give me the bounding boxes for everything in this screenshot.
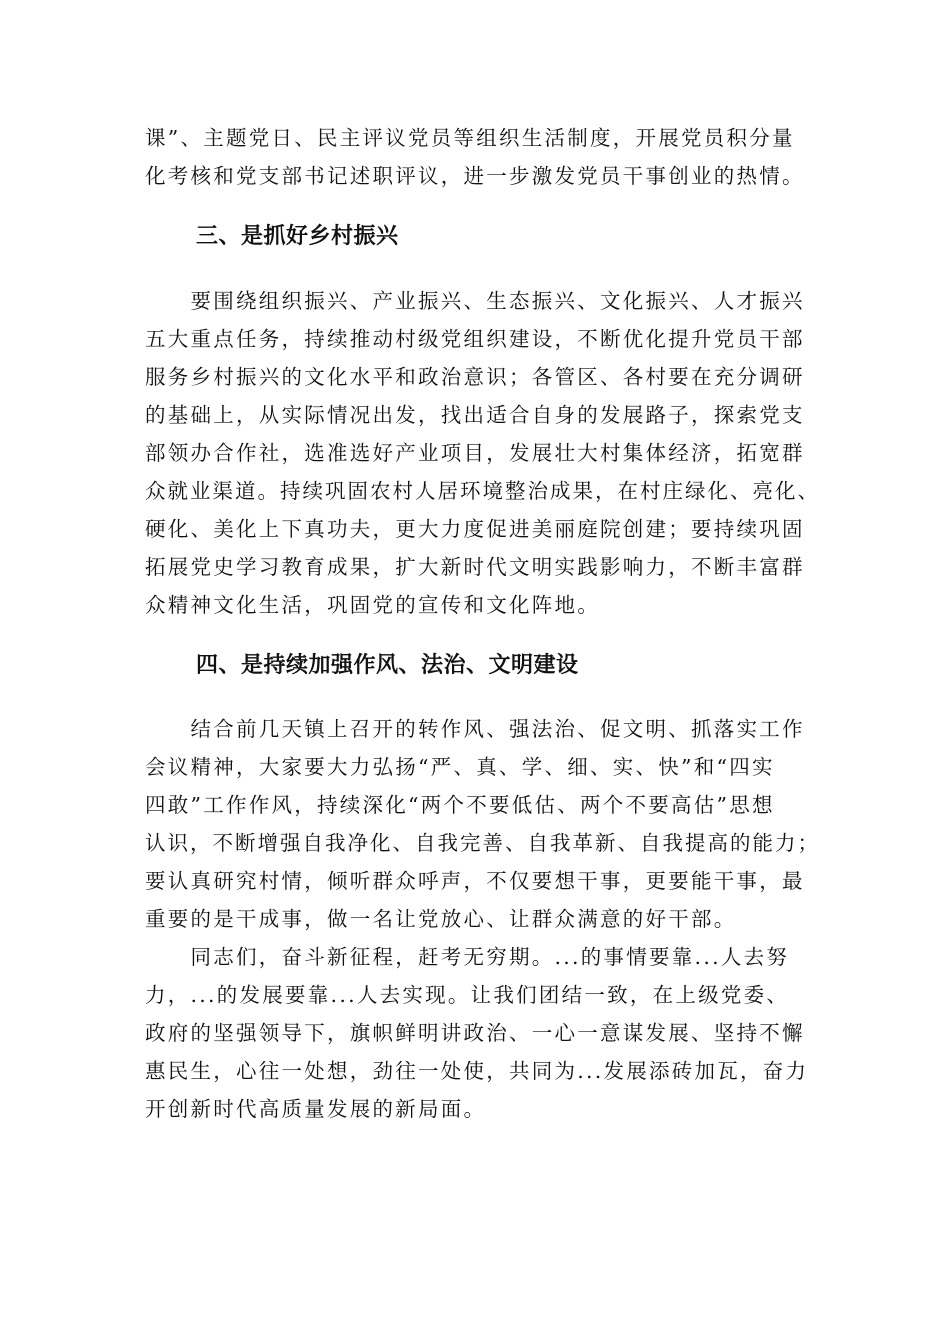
text-line: 要围绕组织振兴、产业振兴、生态振兴、文化振兴、人才振兴 <box>145 289 805 313</box>
text-line: 五大重点任务，持续推动村级党组织建设，不断优化提升党员干部 <box>145 327 805 351</box>
text-line: 课”、主题党日、民主评议党员等组织生活制度，开展党员积分量 <box>145 126 795 150</box>
text-line: 硬化、美化上下真功夫，更大力度促进美丽庭院创建；要持续巩固 <box>145 517 805 541</box>
text-line: 认识，不断增强自我净化、自我完善、自我革新、自我提高的能力； <box>145 831 820 855</box>
text-line: 部领办合作社，选准选好产业项目，发展壮大村集体经济，拓宽群 <box>145 441 805 465</box>
text-line: 结合前几天镇上召开的转作风、强法治、促文明、抓落实工作 <box>145 717 805 741</box>
text-line: 四敢”工作作风，持续深化“两个不要低估、两个不要高估”思想 <box>145 793 775 817</box>
text-line: 开创新时代高质量发展的新局面。 <box>145 1097 487 1121</box>
text-line: 力，...的发展要靠...人去实现。让我们团结一致，在上级党委、 <box>145 983 790 1007</box>
text-line: 的基础上，从实际情况出发，找出适合自身的发展路子，探索党支 <box>145 403 805 427</box>
text-line: 重要的是干成事，做一名让党放心、让群众满意的好干部。 <box>145 907 737 931</box>
text-line: 拓展党史学习教育成果，扩大新时代文明实践影响力，不断丰富群 <box>145 555 805 579</box>
text-line: 政府的坚强领导下，旗帜鲜明讲政治、一心一意谋发展、坚持不懈 <box>145 1021 805 1045</box>
text-line: 化考核和党支部书记述职评议，进一步激发党员干事创业的热情。 <box>145 164 805 188</box>
text-line: 会议精神，大家要大力弘扬“严、真、学、细、实、快”和“四实 <box>145 755 775 779</box>
section-heading-4: 四、是持续加强作风、法治、文明建设 <box>196 653 579 678</box>
text-line: 惠民生，心往一处想，劲往一处使，共同为...发展添砖加瓦，奋力 <box>145 1059 809 1083</box>
text-line: 众精神文化生活，巩固党的宣传和文化阵地。 <box>145 593 600 617</box>
text-line: 要认真研究村情，倾听群众呼声，不仅要想干事，更要能干事，最 <box>145 869 805 893</box>
text-line: 服务乡村振兴的文化水平和政治意识；各管区、各村要在充分调研 <box>145 365 805 389</box>
text-line: 众就业渠道。持续巩固农村人居环境整治成果，在村庄绿化、亮化、 <box>145 479 820 503</box>
text-line: 同志们，奋斗新征程，赶考无穷期。...的事情要靠...人去努 <box>145 945 790 969</box>
section-heading-3: 三、是抓好乡村振兴 <box>196 224 399 249</box>
